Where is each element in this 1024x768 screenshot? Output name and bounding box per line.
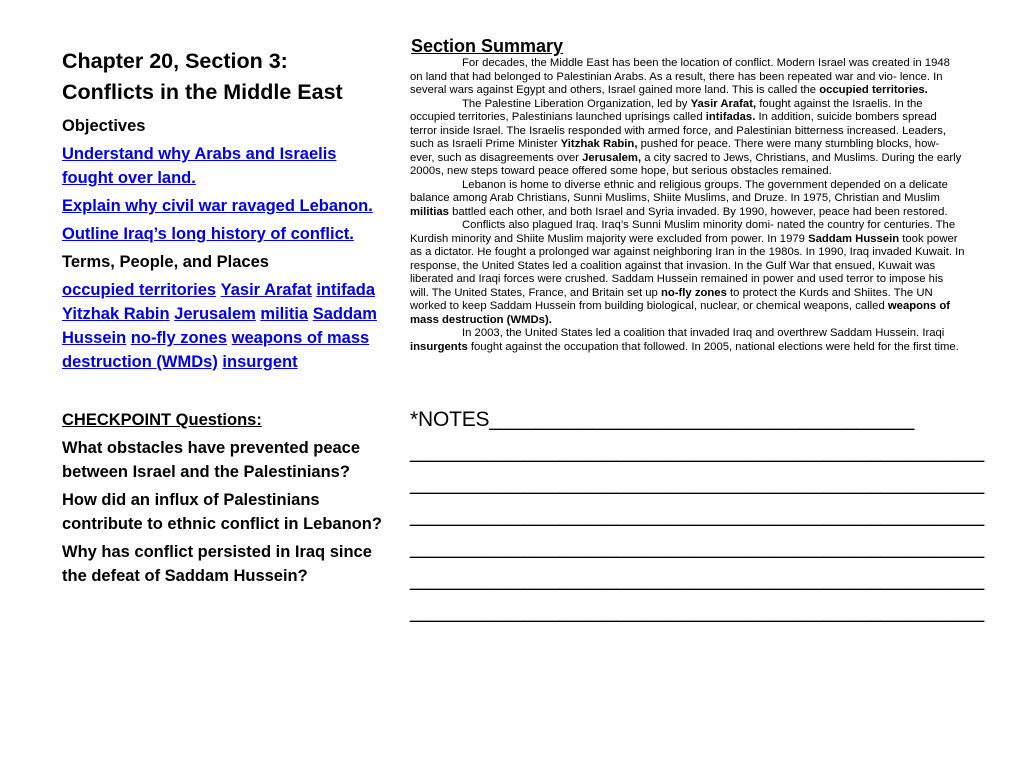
notes-line: __________________________________________________ xyxy=(410,440,984,463)
objective-link-2[interactable]: Explain why civil war ravaged Lebanon. xyxy=(62,197,373,215)
notes-section xyxy=(410,404,984,628)
term-link-no-fly-zones[interactable]: no-fly zones xyxy=(130,329,228,347)
notes-line: __________________________________________________ xyxy=(410,472,984,495)
objectives-heading: Objectives xyxy=(62,117,146,135)
page-title xyxy=(62,46,382,108)
term-link-wmds[interactable]: weapons of mass destruction (WMDs) xyxy=(62,329,370,371)
term-link-yasir-arafat[interactable]: Yasir Arafat xyxy=(220,281,312,299)
section-summary-heading: Section Summary xyxy=(411,36,564,56)
term-link-insurgent[interactable]: insurgent xyxy=(222,353,298,371)
summary-paragraph-5: In 2003, the United States led a coalition that invaded Iraq and overthrew Saddam Hussein. Iraqi insurgents fought against the occupation that followed. In 2005, national elections were held for the first time. xyxy=(410,327,959,353)
term-link-yitzhak-rabin[interactable]: Yitzhak Rabin xyxy=(62,305,170,323)
term-link-occupied-territories[interactable]: occupied territories xyxy=(62,281,217,299)
page-title-line-2: Conflicts in the Middle East xyxy=(62,80,343,104)
summary-paragraph-3: Lebanon is home to diverse ethnic and religious groups. The government depended on a delicate balance among Arab Christians, Sunni Muslims, Shiite Muslims, and Druze. In 1975, Christian and Muslim militias battled each other, and both Israel and Syria invaded. By 1990, however, peace had been restored. xyxy=(410,178,948,218)
left-column xyxy=(62,46,382,588)
notes-line: __________________________________________________ xyxy=(410,536,984,559)
term-link-intifada[interactable]: intifada xyxy=(316,281,376,299)
page-title-line-1: Chapter 20, Section 3: xyxy=(62,49,288,73)
checkpoint-question-3: Why has conflict persisted in Iraq since the defeat of Saddam Hussein? xyxy=(62,543,372,585)
notes-line: __________________________________________________ xyxy=(410,568,984,591)
term-link-jerusalem[interactable]: Jerusalem xyxy=(174,305,256,323)
notes-line: __________________________________________________ xyxy=(410,504,984,527)
checkpoint-question-1: What obstacles have prevented peace between Israel and the Palestinians? xyxy=(62,439,361,481)
notes-line: __________________________________________________ xyxy=(410,600,984,623)
term-link-saddam-hussein[interactable]: Saddam Hussein xyxy=(62,305,377,347)
summary-paragraph-4: Conflicts also plagued Iraq. Iraq’s Sunni Muslim minority domi- nated the country for centuries. The Kurdish minority and Shiite Muslim majority were excluded from power. In 1979 Saddam Hussein took power as a dictator. He fought a prolonged war against neighboring Iran in the 1980s. In 1990, Iraq invaded Kuwait. In response, the United States led a coalition against that invasion. In the Gulf War that ensued, Kuwait was liberated and Iraqi forces were crushed. Saddam Hussein remained in power and used terror to impose his will. The United States, France, and Britain set up no-fly zones to protect the Kurds and Shiites. The UN worked to keep Saddam Hussein from building biological, nuclear, or chemical weapons, called weapons of mass destruction (WMDs). xyxy=(410,219,965,326)
objective-link-1[interactable]: Understand why Arabs and Israelis fought over land. xyxy=(62,145,337,187)
summary-paragraph-1: For decades, the Middle East has been the location of conflict. Modern Israel was created in 1948 on land that had belonged to Palestinian Arabs. As a result, there has been repeated war and vio- lence. In several wars against Egypt and others, Israel gained more land. This is called the occupied territories. xyxy=(410,57,950,96)
right-column xyxy=(410,35,984,628)
terms-heading: Terms, People, and Places xyxy=(62,253,269,271)
checkpoint-question-2: How did an influx of Palestinians contribute to ethnic conflict in Lebanon? xyxy=(62,491,382,533)
terms-list xyxy=(62,278,382,374)
summary-paragraph-2: The Palestine Liberation Organization, led by Yasir Arafat, fought against the Israelis. In the occupied territories, Palestinians launched uprisings called intifadas. In addition, suicide bombers spread terror inside Israel. The Israelis responded with armed force, and Palestinian bitterness increased. Leaders, such as Israeli Prime Minister Yitzhak Rabin, pushed for peace. There were many stumbling blocks, how- ever, such as disagreements over Jerusalem, a city sacred to Jews, Christians, and Muslims. During the early 2000s, new steps toward peace offered some hope, but serious obstacles remained. xyxy=(410,97,962,177)
objective-link-3[interactable]: Outline Iraq’s long history of conflict. xyxy=(62,225,354,243)
checkpoint-section xyxy=(62,408,382,588)
notes-label: *NOTES_____________________________________ xyxy=(410,408,915,431)
checkpoint-heading: CHECKPOINT Questions: xyxy=(62,411,262,429)
term-link-militia[interactable]: militia xyxy=(260,305,309,323)
